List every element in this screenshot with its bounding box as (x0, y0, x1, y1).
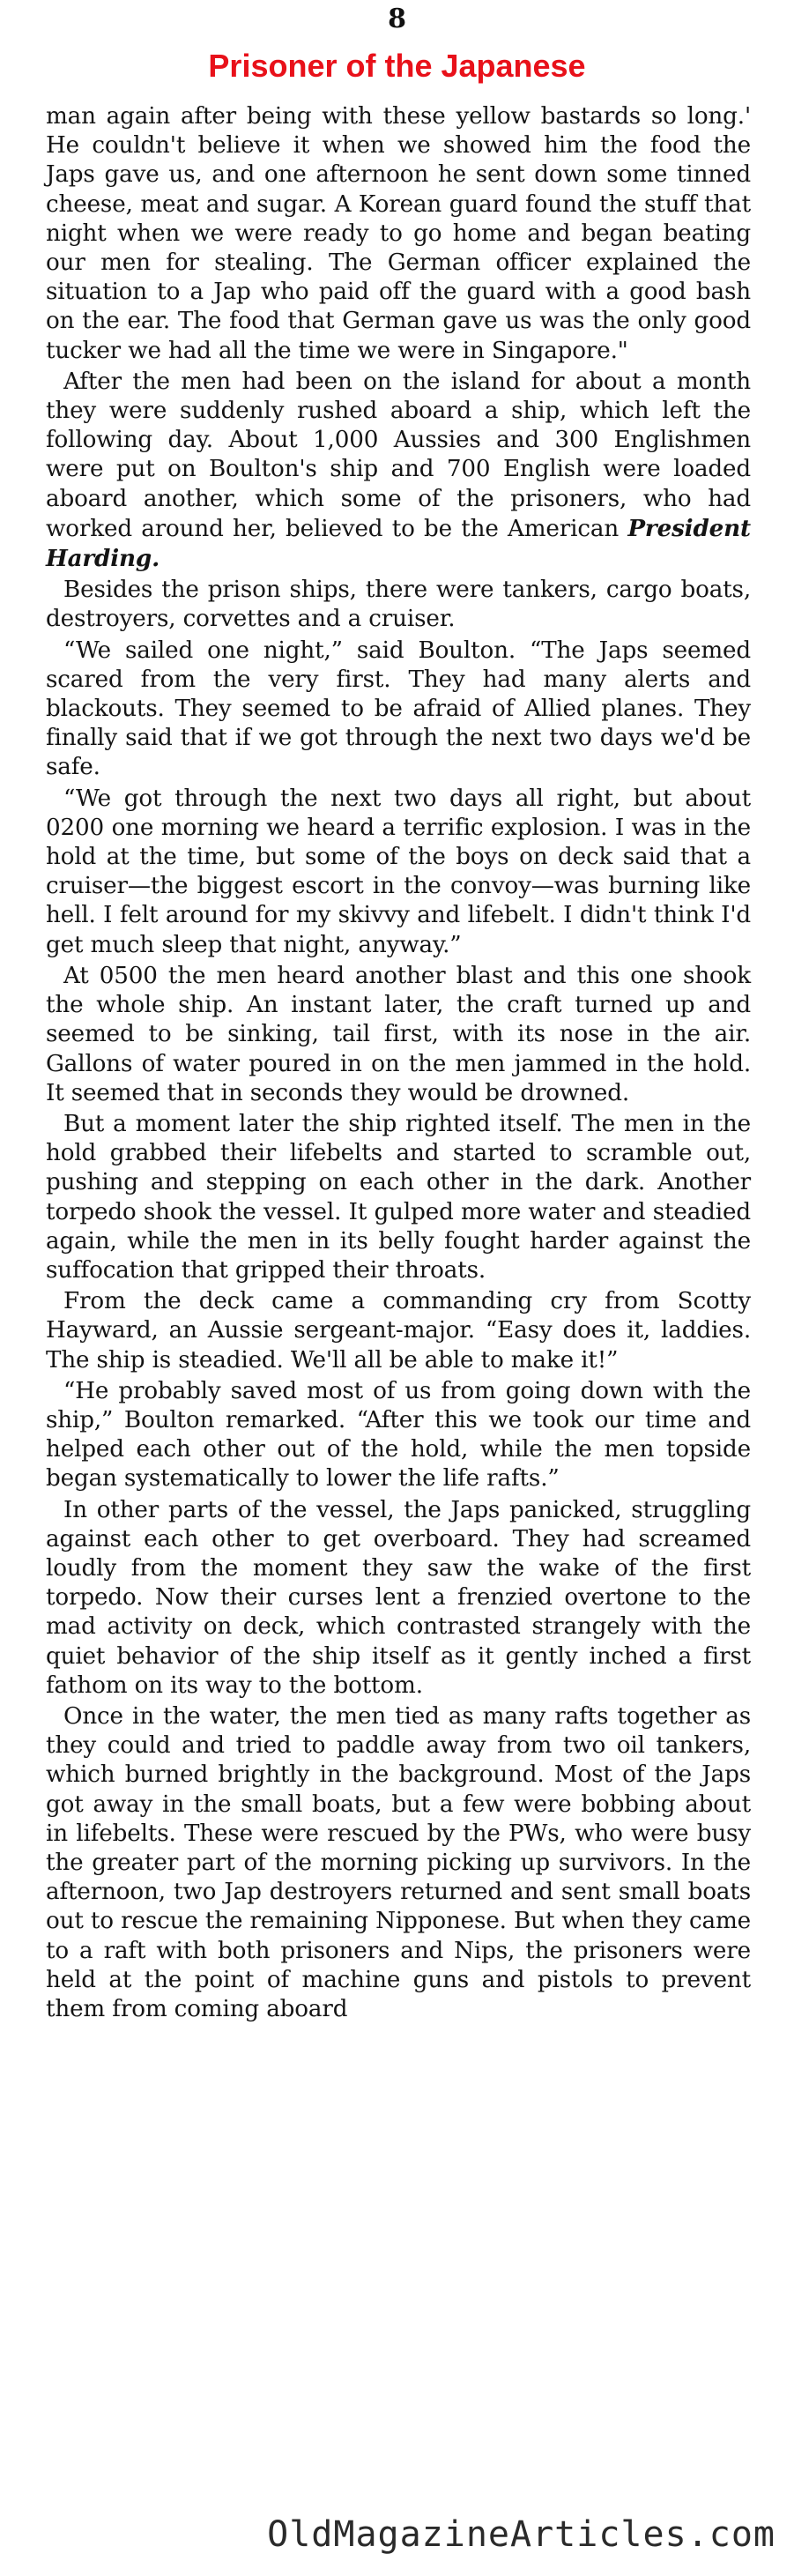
paragraph: From the deck came a commanding cry from Scotty Hayward, an Aussie sergeant-major. “Easy does it, laddies. The ship is steadied. We'll all be able to make it!” (46, 1288, 751, 1374)
paragraph: At 0500 the men heard another blast and this one shook the whole ship. An instant later, the craft turned up and seemed to be sinking, tail first, with its nose in the air. Gallons of water poured in on the men jammed in the hold. It seemed that in seconds they would be drowned. (46, 962, 751, 1106)
paragraph: Besides the prison ships, there were tankers, cargo boats, destroyers, corvettes and a cruiser. (46, 577, 751, 633)
ship-name: President Harding. (46, 514, 751, 573)
page-number: 8 (388, 4, 406, 34)
paragraph: “He probably saved most of us from going down with the ship,” Boulton remarked. “After this we took our time and helped each other out of the hold, while the men topside began systematically to lower the life rafts.” (46, 1377, 751, 1493)
paragraph: man again after being with these yellow bastards so long.' He couldn't believe it when we showed him the food the Japs gave us, and one afternoon he sent down some tinned cheese, meat and sugar. A Korean guard found the stuff that night when we were ready to go home and began beating our men for stealing. The German officer explained the situation to a Jap who paid off the guard with a good bash on the ear. The food that German gave us was the only good tucker we had all the time we were in Singapore." (46, 103, 751, 364)
article-body (46, 102, 751, 2026)
paragraph: “We got through the next two days all right, but about 0200 one morning we heard a terrific explosion. I was in the hold at the time, but some of the boys on deck said that a cruiser—the biggest escort in the convoy—was burning like hell. I felt around for my skivvy and lifebelt. I didn't think I'd get much sleep that night, anyway.” (46, 785, 751, 958)
paragraph (46, 368, 751, 574)
paragraph: But a moment later the ship righted itself. The men in the hold grabbed their lifebelts and started to scramble out, pushing and stepping on each other in the dark. Another torpedo shook the vessel. It gulped more water and steadied again, while the men in its belly fought harder against the suffocation that gripped their throats. (46, 1110, 751, 1284)
paragraph: Once in the water, the men tied as many rafts together as they could and tried to paddle away from two oil tankers, which burned brightly in the background. Most of the Japs got away in the small boats, but a few were bobbing about in lifebelts. These were rescued by the PWs, who were busy the greater part of the morning picking up survivors. In the afternoon, two Jap destroyers returned and sent small boats out to rescue the remaining Nipponese. But when they came to a raft with both prisoners and Nips, the prisoners were held at the point of machine guns and pistols to prevent them from coming aboard (46, 1702, 751, 2022)
article-title: Prisoner of the Japanese (208, 48, 586, 84)
site-watermark: OldMagazineArticles.com (267, 2514, 775, 2555)
paragraph-text: After the men had been on the island for about a month they were suddenly rushed aboard a ship, which left the following day. About 1,000 Aussies and 300 Englishmen were put on Boulton's ship and 700 English were loaded aboard another, which some of the prisoners, who had worked around her, believed to be the American (46, 368, 751, 542)
paragraph: In other parts of the vessel, the Japs panicked, struggling against each other to get overboard. They had screamed loudly from the moment they saw the wake of the first torpedo. Now their curses lent a frenzied overtone to the mad activity on deck, which contrasted strangely with the quiet behavior of the ship itself as it gently inched a first fathom on its way to the bottom. (46, 1496, 751, 1699)
paragraph: “We sailed one night,” said Boulton. “The Japs seemed scared from the very first. They had many alerts and blackouts. They seemed to be afraid of Allied planes. They finally said that if we got through the next two days we'd be safe. (46, 637, 751, 781)
